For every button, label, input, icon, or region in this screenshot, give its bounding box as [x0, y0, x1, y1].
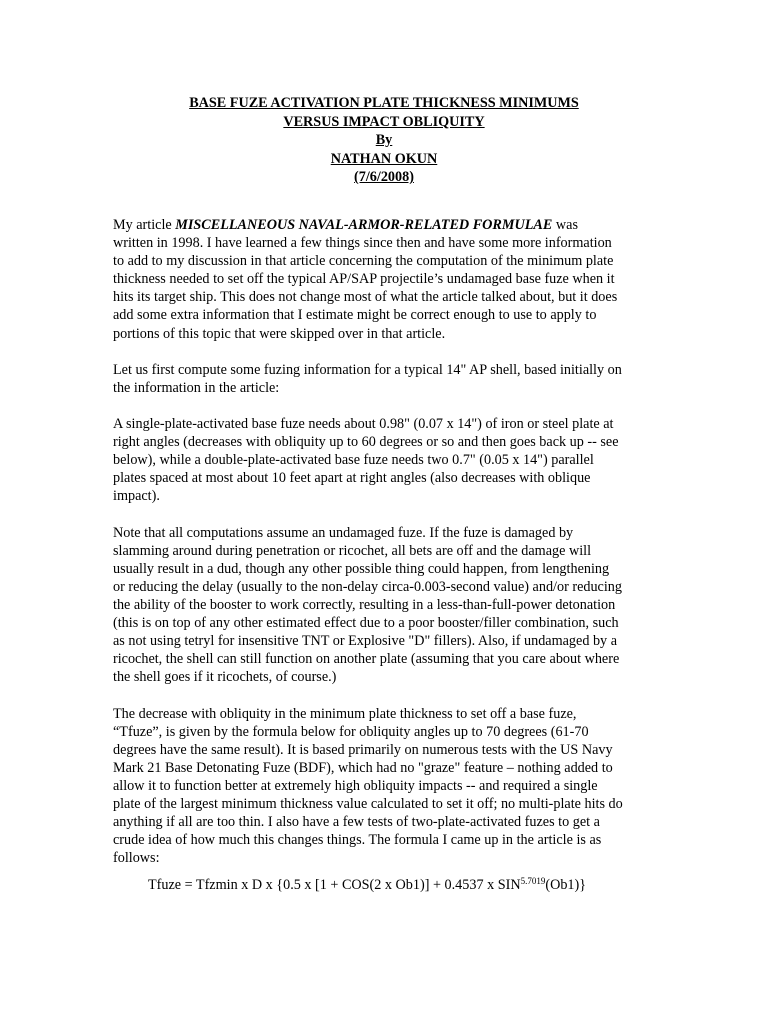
paragraph-1-line-3: thickness needed to set off the typical AP/SAP projectile’s undamaged base fuze when it	[113, 271, 615, 288]
paragraph-3	[113, 415, 658, 505]
paragraph-5-line-7: anything if all are too thin. I also have a few tests of two-plate-activated fuzes to get a	[113, 814, 600, 831]
paragraph-4-line-2: slamming around during penetration or ricochet, all bets are off and the damage will	[113, 542, 592, 559]
paragraph-3-line-4: plates spaced at most about 10 feet apart at right angles (also decreases with oblique	[113, 470, 591, 487]
paragraph-1-line-6: portions of this topic that were skipped over in that article.	[113, 325, 446, 342]
paragraph-4-line-6: (this is on top of any other estimated effect due to a poor booster/filler combination, such	[113, 615, 619, 632]
paragraph-3-line-1: A single-plate-activated base fuze needs about 0.98" (0.07 x 14") of iron or steel plate at	[113, 416, 614, 433]
paragraph-4-line-8: ricochet, the shell can still function on another plate (assuming that you care about where	[113, 651, 620, 668]
paragraph-2-line-1: Let us first compute some fuzing information for a typical 14" AP shell, based initially on	[113, 361, 622, 378]
paragraph-5-line-4: Mark 21 Base Detonating Fuze (BDF), which had no "graze" feature – nothing added to	[113, 759, 613, 776]
paragraph-3-line-3: below), while a double-plate-activated base fuze needs two 0.7" (0.05 x 14") parallel	[113, 452, 594, 469]
formula-main: Tfuze = Tfzmin x D x {0.5 x [1 + COS(2 x Ob1)] + 0.4537 x SIN	[148, 877, 521, 893]
paragraph-1-line-0	[113, 216, 658, 234]
paragraph-5-line-6: plate of the largest minimum thickness value calculated to set it off; no multi-plate hits do	[113, 796, 623, 812]
fuze-formula	[148, 876, 586, 894]
title-line-2: VERSUS IMPACT OBLIQUITY	[283, 113, 485, 130]
title-by: By	[375, 132, 393, 149]
paragraph-1-line-4: hits its target ship. This does not change most of what the article talked about, but it does	[113, 289, 618, 306]
paragraph-5	[113, 705, 658, 868]
paragraph-5-line-9: follows:	[113, 850, 160, 867]
paragraph-2-line-2: the information in the article:	[113, 379, 280, 396]
paragraph-4-line-3: usually result in a dud, though any other possible thing could happen, from lengthening	[113, 560, 610, 577]
formula-exponent: 5.7019	[520, 876, 546, 886]
paragraph-4-line-7: as not using tetryl for insensitive TNT or Explosive "D" fillers). Also, if undamaged by a	[113, 633, 617, 650]
formula-tail: (Ob1)}	[545, 877, 587, 893]
paragraph-1-line-1: written in 1998. I have learned a few things since then and have some more information	[113, 235, 612, 252]
paragraph-1	[113, 216, 658, 343]
paragraph-1-after-title: was	[552, 217, 578, 233]
author-name: NATHAN OKUN	[330, 150, 438, 167]
paragraph-3-line-2: right angles (decreases with obliquity up to 60 degrees or so and then goes back up -- see	[113, 434, 619, 451]
title-line-1: BASE FUZE ACTIVATION PLATE THICKNESS MINIMUMS	[189, 95, 579, 111]
paragraph-5-line-1: The decrease with obliquity in the minimum plate thickness to set off a base fuze,	[113, 705, 577, 722]
paragraph-4-line-5: the ability of the booster to work correctly, resulting in a less-than-full-power detonation	[113, 596, 616, 613]
paragraph-5-line-2: “Tfuze”, is given by the formula below for obliquity angles up to 70 degrees (61-70	[113, 723, 589, 740]
paragraph-1-line-5: add some extra information that I estimate might be correct enough to use to apply to	[113, 307, 597, 324]
paragraph-5-line-3: degrees have the same result). It is based primarily on numerous tests with the US Navy	[113, 741, 613, 758]
paragraph-1-line-2: to add to my discussion in that article concerning the computation of the minimum plate	[113, 253, 614, 270]
paragraph-2	[113, 361, 658, 397]
paragraph-5-line-8: crude idea of how much this changes things. The formula I came up in the article is as	[113, 832, 602, 849]
title-block	[0, 94, 768, 187]
paragraph-4-line-4: or reducing the delay (usually to the non-delay circa-0.003-second value) and/or reducing	[113, 578, 622, 595]
paragraph-3-line-5: impact).	[113, 488, 160, 505]
paragraph-4	[113, 524, 658, 687]
paragraph-4-line-9: the shell goes if it ricochets, of course.)	[113, 669, 337, 686]
document-date: (7/6/2008)	[354, 169, 414, 186]
document-body	[113, 216, 658, 885]
paragraph-5-line-5: allow it to function better at extremely high obliquity impacts -- and required a single	[113, 777, 598, 794]
paragraph-1-lead: My article	[113, 217, 176, 233]
paragraph-4-line-1: Note that all computations assume an undamaged fuze. If the fuze is damaged by	[113, 524, 574, 541]
article-title: MISCELLANEOUS NAVAL-ARMOR-RELATED FORMULAE	[175, 217, 553, 233]
